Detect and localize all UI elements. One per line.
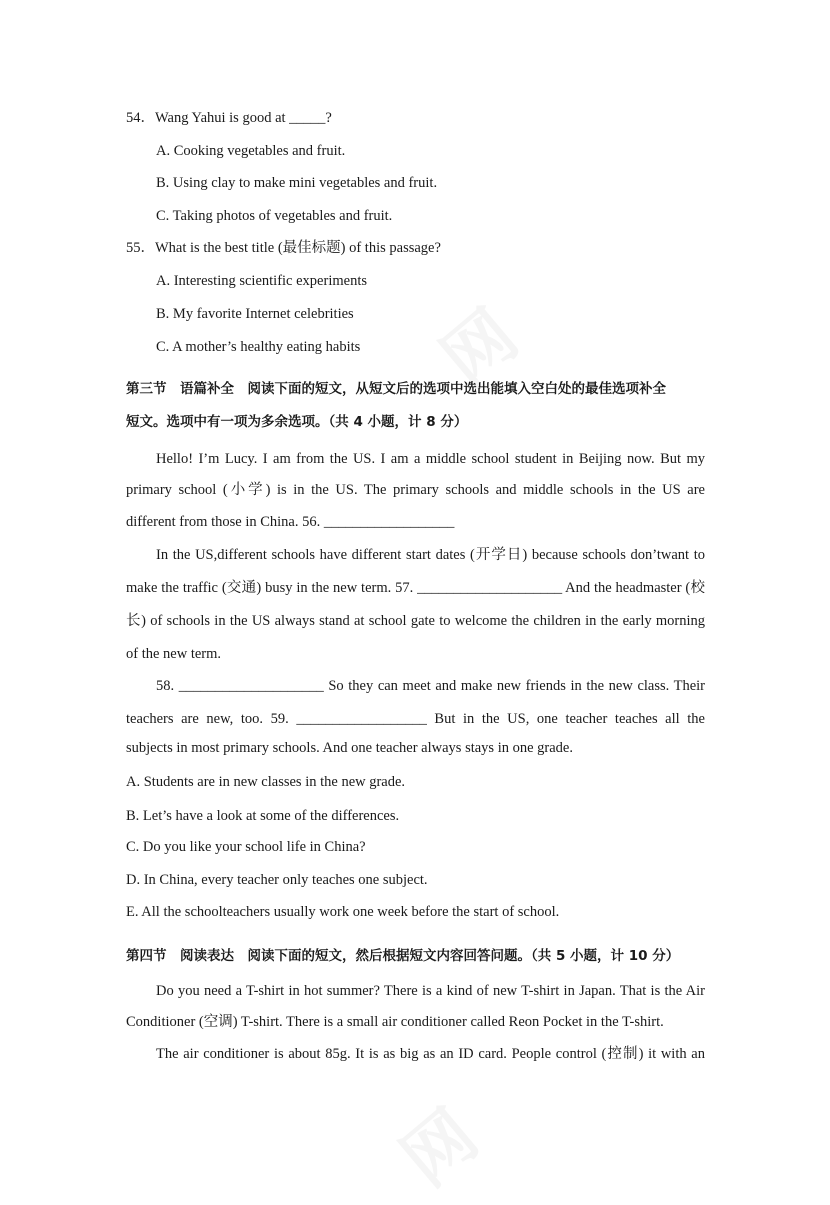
q54-option-b: B. Using clay to make mini vegetables and fruit.: [156, 175, 438, 191]
passage-line: primary school (小学) is in the US. The primary schools and middle schools in the US are: [126, 482, 705, 498]
watermark: 网: [426, 287, 541, 402]
q55-option-a: A. Interesting scientific experiments: [156, 273, 367, 289]
q54-stem: 54．Wang Yahui is good at _____?: [126, 110, 332, 126]
section4-heading: 第四节 阅读表达 阅读下面的短文，然后根据短文内容回答问题。（共 5 小题，计 10 分）: [126, 948, 680, 964]
passage-line-blank-56: different from those in China. 56. __________________: [126, 514, 455, 530]
option-e: E. All the schoolteachers usually work one week before the start of school.: [126, 904, 560, 920]
passage-line: Hello! I’m Lucy. I am from the US. I am a middle school student in Beijing now. But my: [156, 451, 705, 467]
option-a: A. Students are in new classes in the new grade.: [126, 774, 406, 790]
passage-line: The air conditioner is about 85g. It is as big as an ID card. People control (控制) it with an: [156, 1046, 705, 1062]
option-c: C. Do you like your school life in China?: [126, 839, 366, 855]
passage-line: Do you need a T-shirt in hot summer? There is a kind of new T-shirt in Japan. That is the Air: [156, 983, 705, 999]
q55-stem: 55．What is the best title (最佳标题) of this passage?: [126, 240, 441, 256]
watermark: 网: [386, 1087, 501, 1202]
passage-line-blank-57: make the traffic (交通) busy in the new term. 57. ____________________ And the headmaster (校: [126, 580, 705, 596]
option-d: D. In China, every teacher only teaches one subject.: [126, 872, 428, 888]
passage-line-blank-58: 58. ____________________ So they can meet and make new friends in the new class. Their: [156, 678, 705, 694]
q54-option-a: A. Cooking vegetables and fruit.: [156, 143, 346, 159]
q55-option-b: B. My favorite Internet celebrities: [156, 306, 354, 322]
passage-line: 长) of schools in the US always stand at school gate to welcome the children in the early morning: [126, 613, 705, 629]
passage-line: of the new term.: [126, 646, 222, 662]
passage-line: subjects in most primary schools. And one teacher always stays in one grade.: [126, 740, 573, 756]
passage-line-blank-59: teachers are new, too. 59. __________________ But in the US, one teacher teaches all the: [126, 711, 705, 727]
section3-heading: 第三节 语篇补全 阅读下面的短文，从短文后的选项中选出能填入空白处的最佳选项补全: [126, 381, 666, 397]
option-b: B. Let’s have a look at some of the differences.: [126, 808, 400, 824]
q55-option-c: C. A mother’s healthy eating habits: [156, 339, 361, 355]
section3-heading-cont: 短文。选项中有一项为多余选项。（共 4 小题，计 8 分）: [126, 414, 468, 430]
passage-line: Conditioner (空调) T-shirt. There is a small air conditioner called Reon Pocket in the T-shirt.: [126, 1014, 664, 1030]
passage-line: In the US,different schools have different start dates (开学日) because schools don’twant to: [156, 547, 705, 563]
q54-option-c: C. Taking photos of vegetables and fruit.: [156, 208, 393, 224]
